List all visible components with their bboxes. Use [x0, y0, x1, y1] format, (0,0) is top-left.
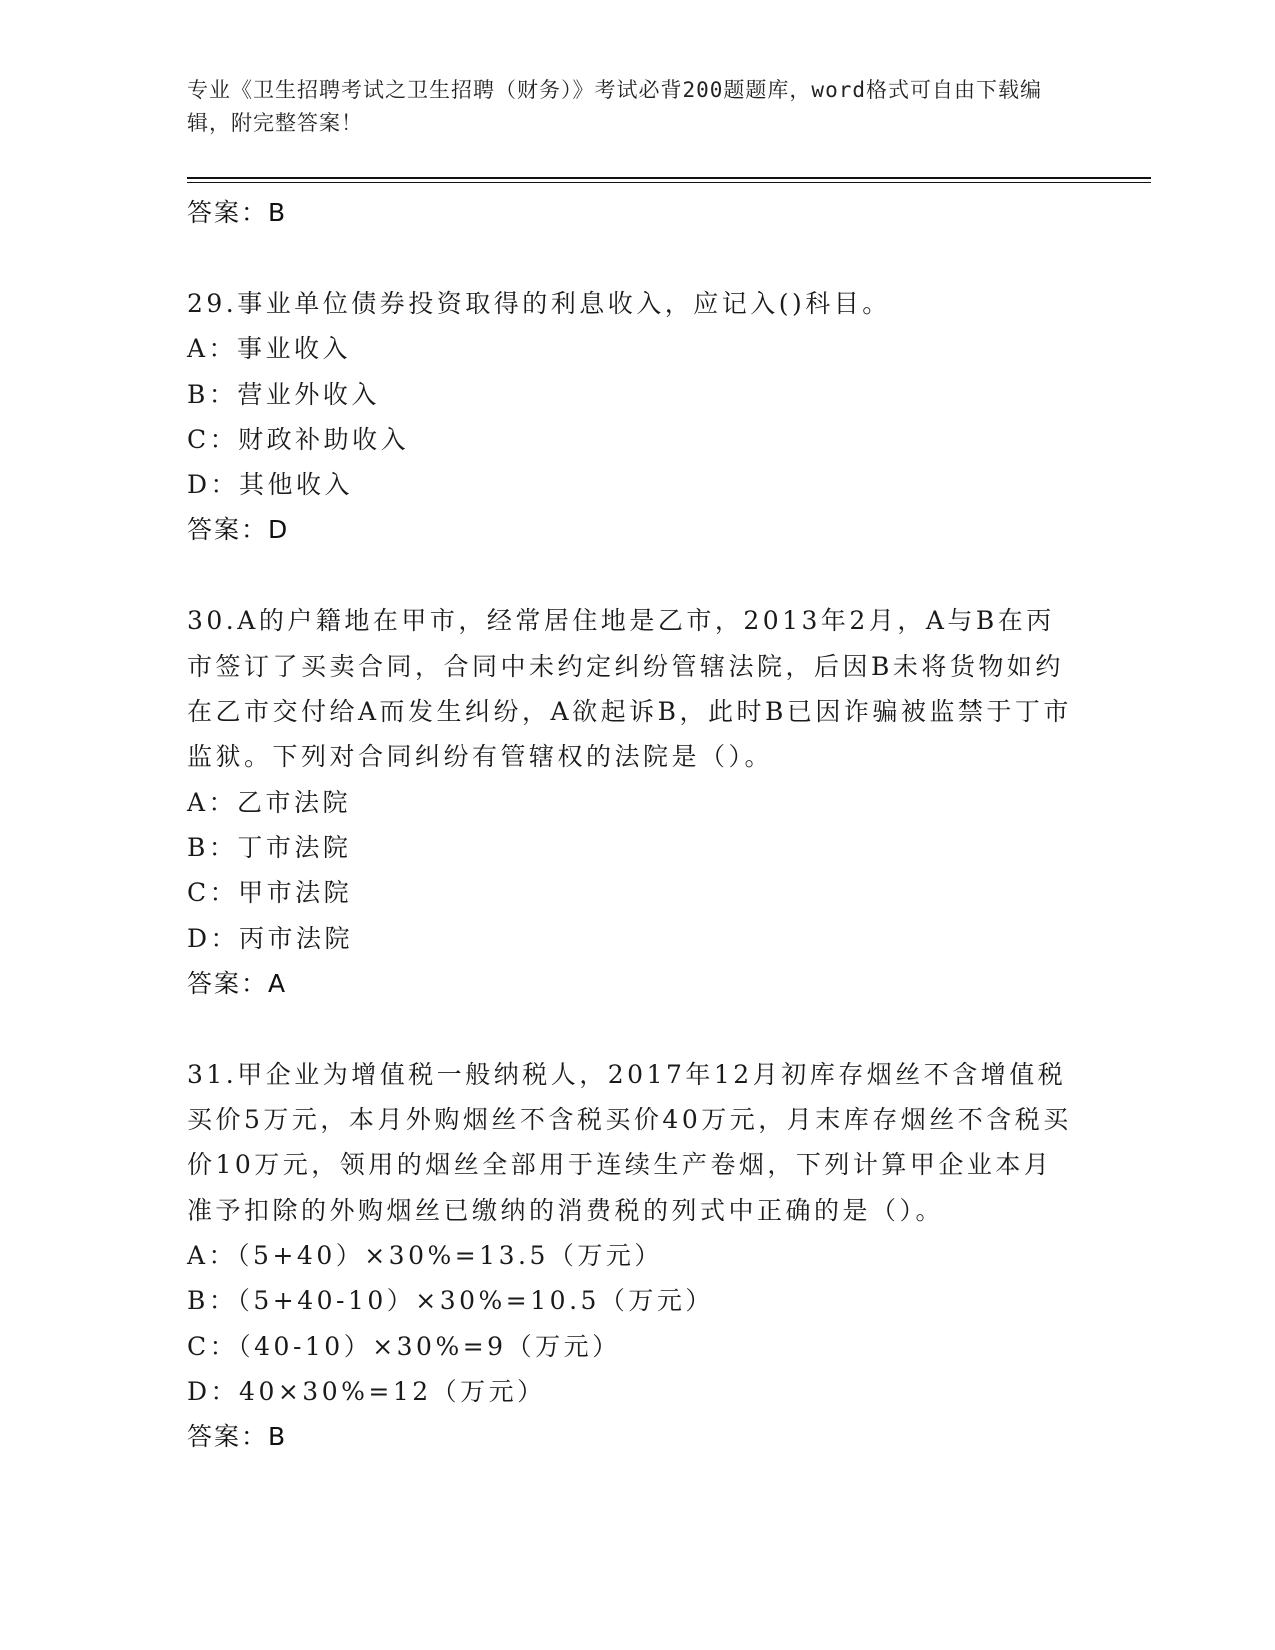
option-a: A：（5+40）×30%=13.5（万元） — [187, 1241, 663, 1271]
question-block — [187, 281, 1077, 552]
option-b: B：丁市法院 — [187, 832, 352, 862]
option-d: D：其他收入 — [187, 470, 354, 500]
option-b: B：（5+40-10）×30%=10.5（万元） — [187, 1286, 714, 1316]
option-a: A：事业收入 — [187, 334, 352, 364]
option-c: C：（40-10）×30%=9（万元） — [187, 1331, 621, 1361]
answer-line: 答案：D — [187, 515, 290, 545]
document-header: 专业《卫生招聘考试之卫生招聘（财务）》考试必背200题题库，word格式可自由下载编辑，附完整答案！ — [187, 78, 1042, 135]
answer-line: 答案：B — [187, 198, 288, 227]
question-text: 30.A的户籍地在甲市，经常居住地是乙市，2013年2月，A与B在丙市签订了买卖合同，合同中未约定纠纷管辖法院，后因B未将货物如约在乙市交付给A而发生纠纷，A欲起诉B，此时B已因诈骗被监禁于丁市监狱。下列对合同纠纷有管辖权的法院是（）。 — [187, 606, 1072, 772]
option-d: D：40×30%=12（万元） — [187, 1376, 546, 1406]
spacer — [187, 1006, 1077, 1052]
header-divider-thick — [187, 177, 1151, 179]
spacer — [187, 552, 1077, 598]
option-a: A：乙市法院 — [187, 787, 352, 817]
option-b: B：营业外收入 — [187, 379, 380, 409]
option-d: D：丙市法院 — [187, 923, 354, 953]
header-divider-thin — [187, 182, 1151, 183]
question-text: 31.甲企业为增值税一般纳税人，2017年12月初库存烟丝不含增值税买价5万元，本月外购烟丝不含税买价40万元，月末库存烟丝不含税买价10万元，领用的烟丝全部用于连续生产卷烟，下列计算甲企业本月准予扣除的外购烟丝已缴纳的消费税的列式中正确的是（）。 — [187, 1059, 1072, 1225]
document-body — [187, 190, 1077, 1459]
question-text: 29.事业单位债券投资取得的利息收入，应记入()科目。 — [187, 289, 891, 318]
option-c: C：财政补助收入 — [187, 424, 410, 454]
option-c: C：甲市法院 — [187, 878, 353, 908]
answer-line: 答案：B — [187, 1422, 288, 1452]
question-block — [187, 1052, 1077, 1459]
spacer — [187, 235, 1077, 281]
question-block — [187, 598, 1077, 1005]
answer-line: 答案：A — [187, 968, 288, 998]
